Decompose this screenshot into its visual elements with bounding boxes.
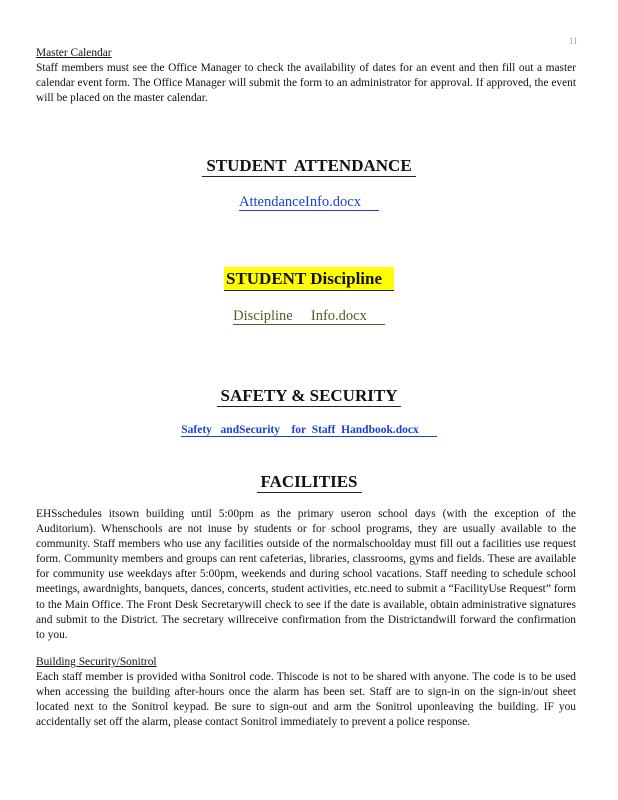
discipline-info-link-text: Discipline Info.docx [233,308,385,325]
page-marker: 11 [569,36,578,46]
safety-handbook-link[interactable] [0,424,618,436]
master-calendar-title: Master Calendar [36,47,112,59]
building-security-section [36,655,576,730]
safety-security-heading-text: SAFETY & SECURITY [217,386,402,407]
safety-handbook-link-text: Safety andSecurity for Staff Handbook.docx [181,424,436,437]
student-attendance-heading-text: STUDENT ATTENDANCE [202,156,415,177]
building-security-body: Each staff member is provided witha Sonitrol code. Thiscode is not to be shared with anyone. The code is to be used when accessing the building after-hours once the alarm has been set. Staff are to sign-in on the sign-in/out sheet located next to the Sonitrol keypad. Be sure to sign-out and arm the Sonitrol uponleaving the building. IF you accidentally set off the alarm, please contact Sonitrol immediately to prevent a police response. [36,671,576,729]
student-discipline-heading-text: STUDENT Discipline [224,267,394,291]
facilities-section [36,507,576,643]
attendance-info-link-text: AttendanceInfo.docx [239,194,379,211]
attendance-info-link[interactable] [0,194,618,211]
student-discipline-heading [0,269,618,289]
building-security-title: Building Security/Sonitrol [36,656,157,668]
facilities-heading [0,472,618,492]
student-attendance-heading [0,156,618,176]
facilities-heading-text: FACILITIES [257,472,362,493]
safety-security-heading [0,386,618,406]
master-calendar-section [36,46,576,106]
discipline-info-link[interactable] [0,308,618,325]
facilities-body: EHSschedules itsown building until 5:00pm as the primary useron school days (with the exception of the Auditorium). Whenschools are not inuse by students or for school programs, they are usually available to the community. Staff members who use any facilities outside of the normalschoolday must fill out a facilities use request form. Community members and groups can rent cafeterias, libraries, classrooms, gyms and fields. These are available for community use weekdays after 5:00pm, weekends and during school vacations. Staff needing to schedule school meetings, awardnights, banquets, dances, concerts, student activities, etc.need to submit a “FacilityUse Request” form to the Main Office. The Front Desk Secretarywill check to see if the date is available, obtain administrative signatures and submit to the District. The secretary willreceive confirmation from the Districtandwill forward the confirmation to you. [36,508,576,641]
master-calendar-body: Staff members must see the Office Manager to check the availability of dates for an event and then fill out a master calendar event form. The Office Manager will submit the form to an administrator for approval. If approved, the event will be placed on the master calendar. [36,62,576,105]
